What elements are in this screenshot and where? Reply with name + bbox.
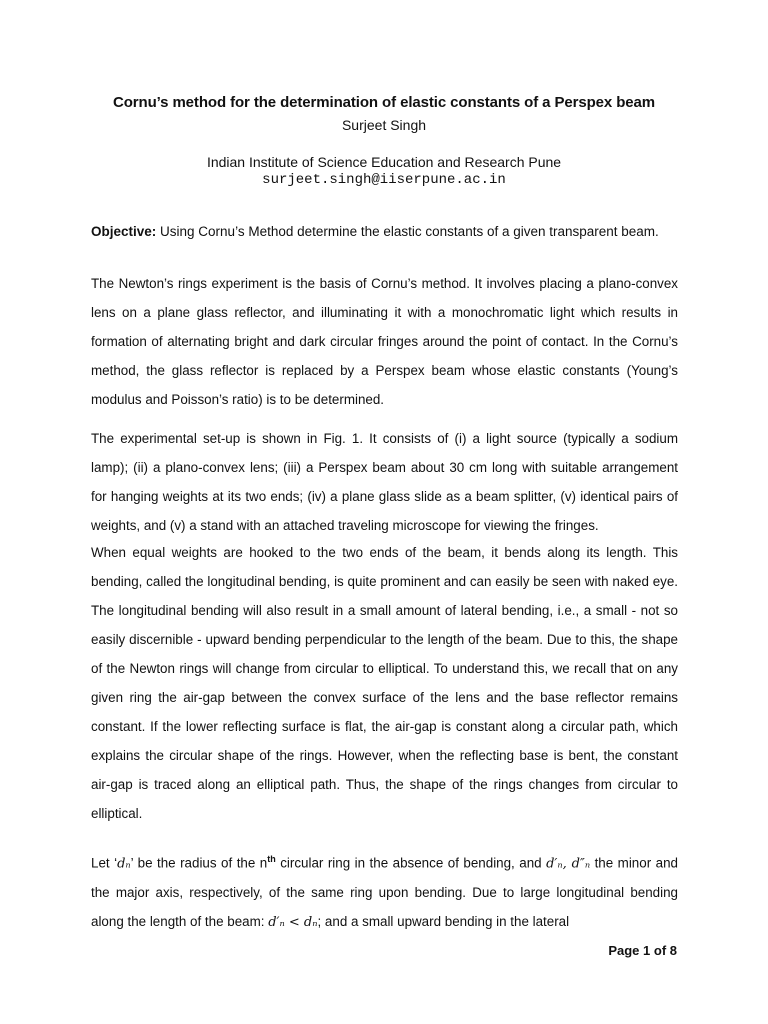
objective-line (91, 224, 691, 239)
math-dn-primes: d′ₙ, d″ₙ (546, 856, 591, 872)
p4-after-dn: ’ be the radius of the n (130, 855, 268, 871)
page-number-footer (608, 943, 677, 958)
page-total: 8 (669, 943, 677, 958)
paragraph-newtons-rings: The Newton’s rings experiment is the basis of Cornu’s method. It involves placing a plano-convex lens on a plane glass reflector, and illuminating it with a monochromatic light which results in formation of alternating bright and dark circular fringes around the point of contact. In the Cornu’s method, the glass reflector is replaced by a Perspex beam whose elastic constants (Young’s modulus and Poisson’s ratio) is to be determined. (91, 276, 678, 407)
objective-label: Objective: (91, 224, 157, 239)
p4-mid: circular ring in the absence of bending, and (275, 855, 547, 871)
page-label-prefix: Page (608, 943, 644, 958)
p4-end: ; and a small upward bending in the lateral (317, 914, 570, 930)
p4-let: Let ‘ (91, 855, 118, 871)
page-current: 1 (643, 943, 651, 958)
p4-after-dprimes: the minor and the major axis, respectively, of the same ring upon bending. Due to large longitudinal bending along the length of the beam: (91, 855, 678, 930)
paragraph-setup: The experimental set-up is shown in Fig. 1. It consists of (i) a light source (typically a sodium lamp); (ii) a plano-convex lens; (iii) a Perspex beam about 30 cm long with suitable arrangement for hanging weights at its two ends; (iv) a plane glass slide as a beam splitter, (v) identical pairs of weights, and (v) a stand with an attached traveling microscope for viewing the fringes. (91, 431, 678, 533)
author-name: Surjeet Singh (341, 117, 427, 133)
objective-text: Using Cornu’s Method determine the elastic constants of a given transparent beam. (156, 224, 659, 239)
math-dn: dₙ (117, 856, 131, 872)
paragraph-ring-radius (91, 845, 678, 937)
document-title: Cornu’s method for the determination of elastic constants of a Perspex beam (112, 94, 656, 111)
math-inequality: d′ₙ < dₙ (268, 915, 318, 931)
author-email: surjeet.singh@iiserpune.ac.in (262, 172, 506, 188)
superscript-th: th (267, 854, 276, 864)
paragraph-bending: When equal weights are hooked to the two ends of the beam, it bends along its length. This bending, called the longitudinal bending, is quite prominent and can easily be seen with naked eye. The longitudinal bending will also result in a small amount of lateral bending, i.e., a small - not so easily discernible - upward bending perpendicular to the length of the beam. Due to this, the shape of the Newton rings will change from circular to elliptical. To understand this, we recall that on any given ring the air-gap between the convex surface of the lens and the base reflector remains constant. If the lower reflecting surface is flat, the air-gap is constant along a circular path, which explains the circular shape of the rings. However, when the reflecting base is bent, the constant air-gap is traced along an elliptical path. Thus, the shape of the rings changes from circular to elliptical. (91, 545, 678, 821)
page-of: of (650, 943, 670, 958)
affiliation: Indian Institute of Science Education and Research Pune (206, 154, 562, 170)
